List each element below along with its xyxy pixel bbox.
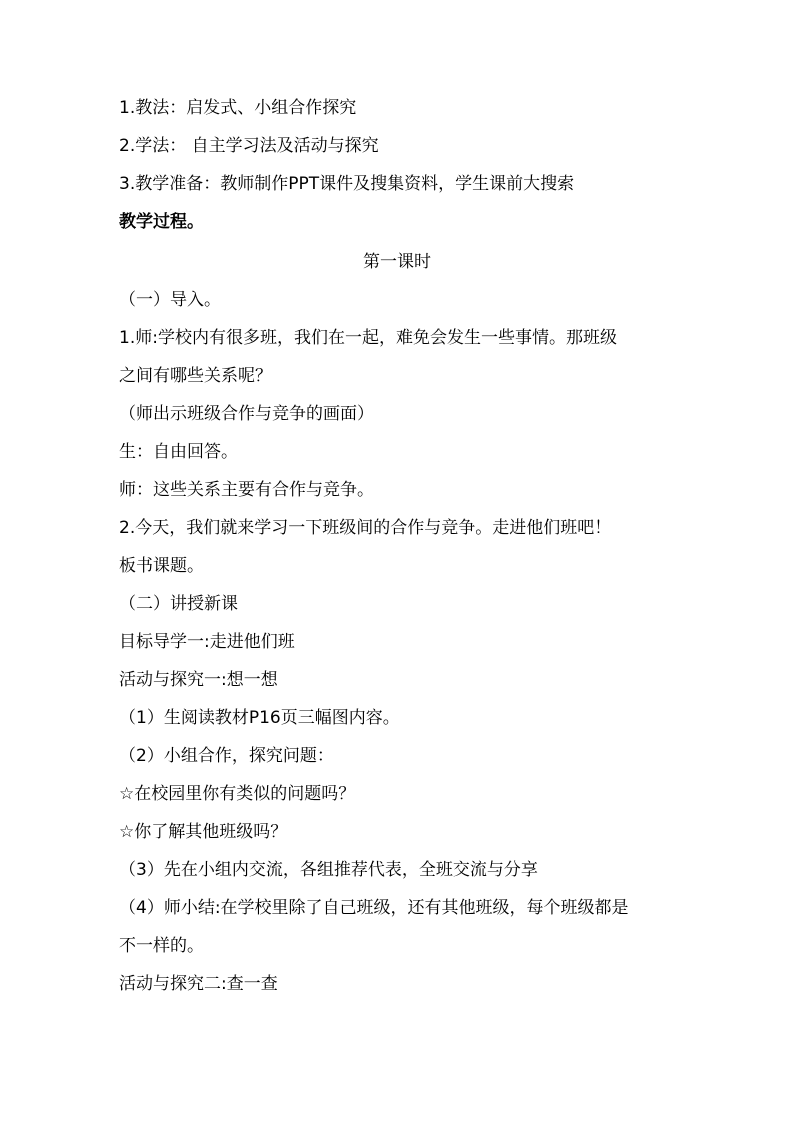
text-line: 3.教学准备：教师制作PPT课件及搜集资料，学生课前大搜索 bbox=[119, 174, 575, 194]
text-line: （2）小组合作，探究问题： bbox=[119, 746, 334, 766]
text-line: ☆你了解其他班级吗？ bbox=[119, 822, 288, 842]
text-line: ☆在校园里你有类似的问题吗？ bbox=[119, 784, 356, 804]
text-line: 1.师:学校内有很多班，我们在一起，难免会发生一些事情。那班级 bbox=[119, 328, 617, 348]
text-line: 之间有哪些关系呢？ bbox=[119, 366, 272, 386]
text-line: 板书课题。 bbox=[119, 556, 204, 576]
text-line: 活动与探究二:查一查 bbox=[119, 974, 278, 994]
section-heading: 教学过程。 bbox=[119, 212, 204, 232]
text-line: 生：自由回答。 bbox=[119, 442, 238, 462]
text-line: 2.今天，我们就来学习一下班级间的合作与竞争。走进他们班吧！ bbox=[119, 518, 612, 538]
text-line: （二）讲授新课 bbox=[119, 594, 238, 614]
text-line: （3）先在小组内交流，各组推荐代表，全班交流与分享 bbox=[119, 860, 538, 880]
text-line: （师出示班级合作与竞争的画面） bbox=[119, 404, 374, 424]
text-line: 活动与探究一:想一想 bbox=[119, 670, 278, 690]
text-line: （一）导入。 bbox=[119, 290, 221, 310]
text-line: 1.教法：启发式、小组合作探究 bbox=[119, 98, 357, 118]
lesson-title: 第一课时 bbox=[363, 252, 431, 272]
text-line: （1）生阅读教材P16页三幅图内容。 bbox=[119, 708, 400, 728]
text-line: 2.学法： 自主学习法及活动与探究 bbox=[119, 136, 379, 156]
text-line: （4）师小结:在学校里除了自己班级，还有其他班级，每个班级都是 bbox=[119, 898, 629, 918]
text-line: 不一样的。 bbox=[119, 936, 204, 956]
text-line: 师：这些关系主要有合作与竞争。 bbox=[119, 480, 374, 500]
text-line: 目标导学一:走进他们班 bbox=[119, 632, 295, 652]
